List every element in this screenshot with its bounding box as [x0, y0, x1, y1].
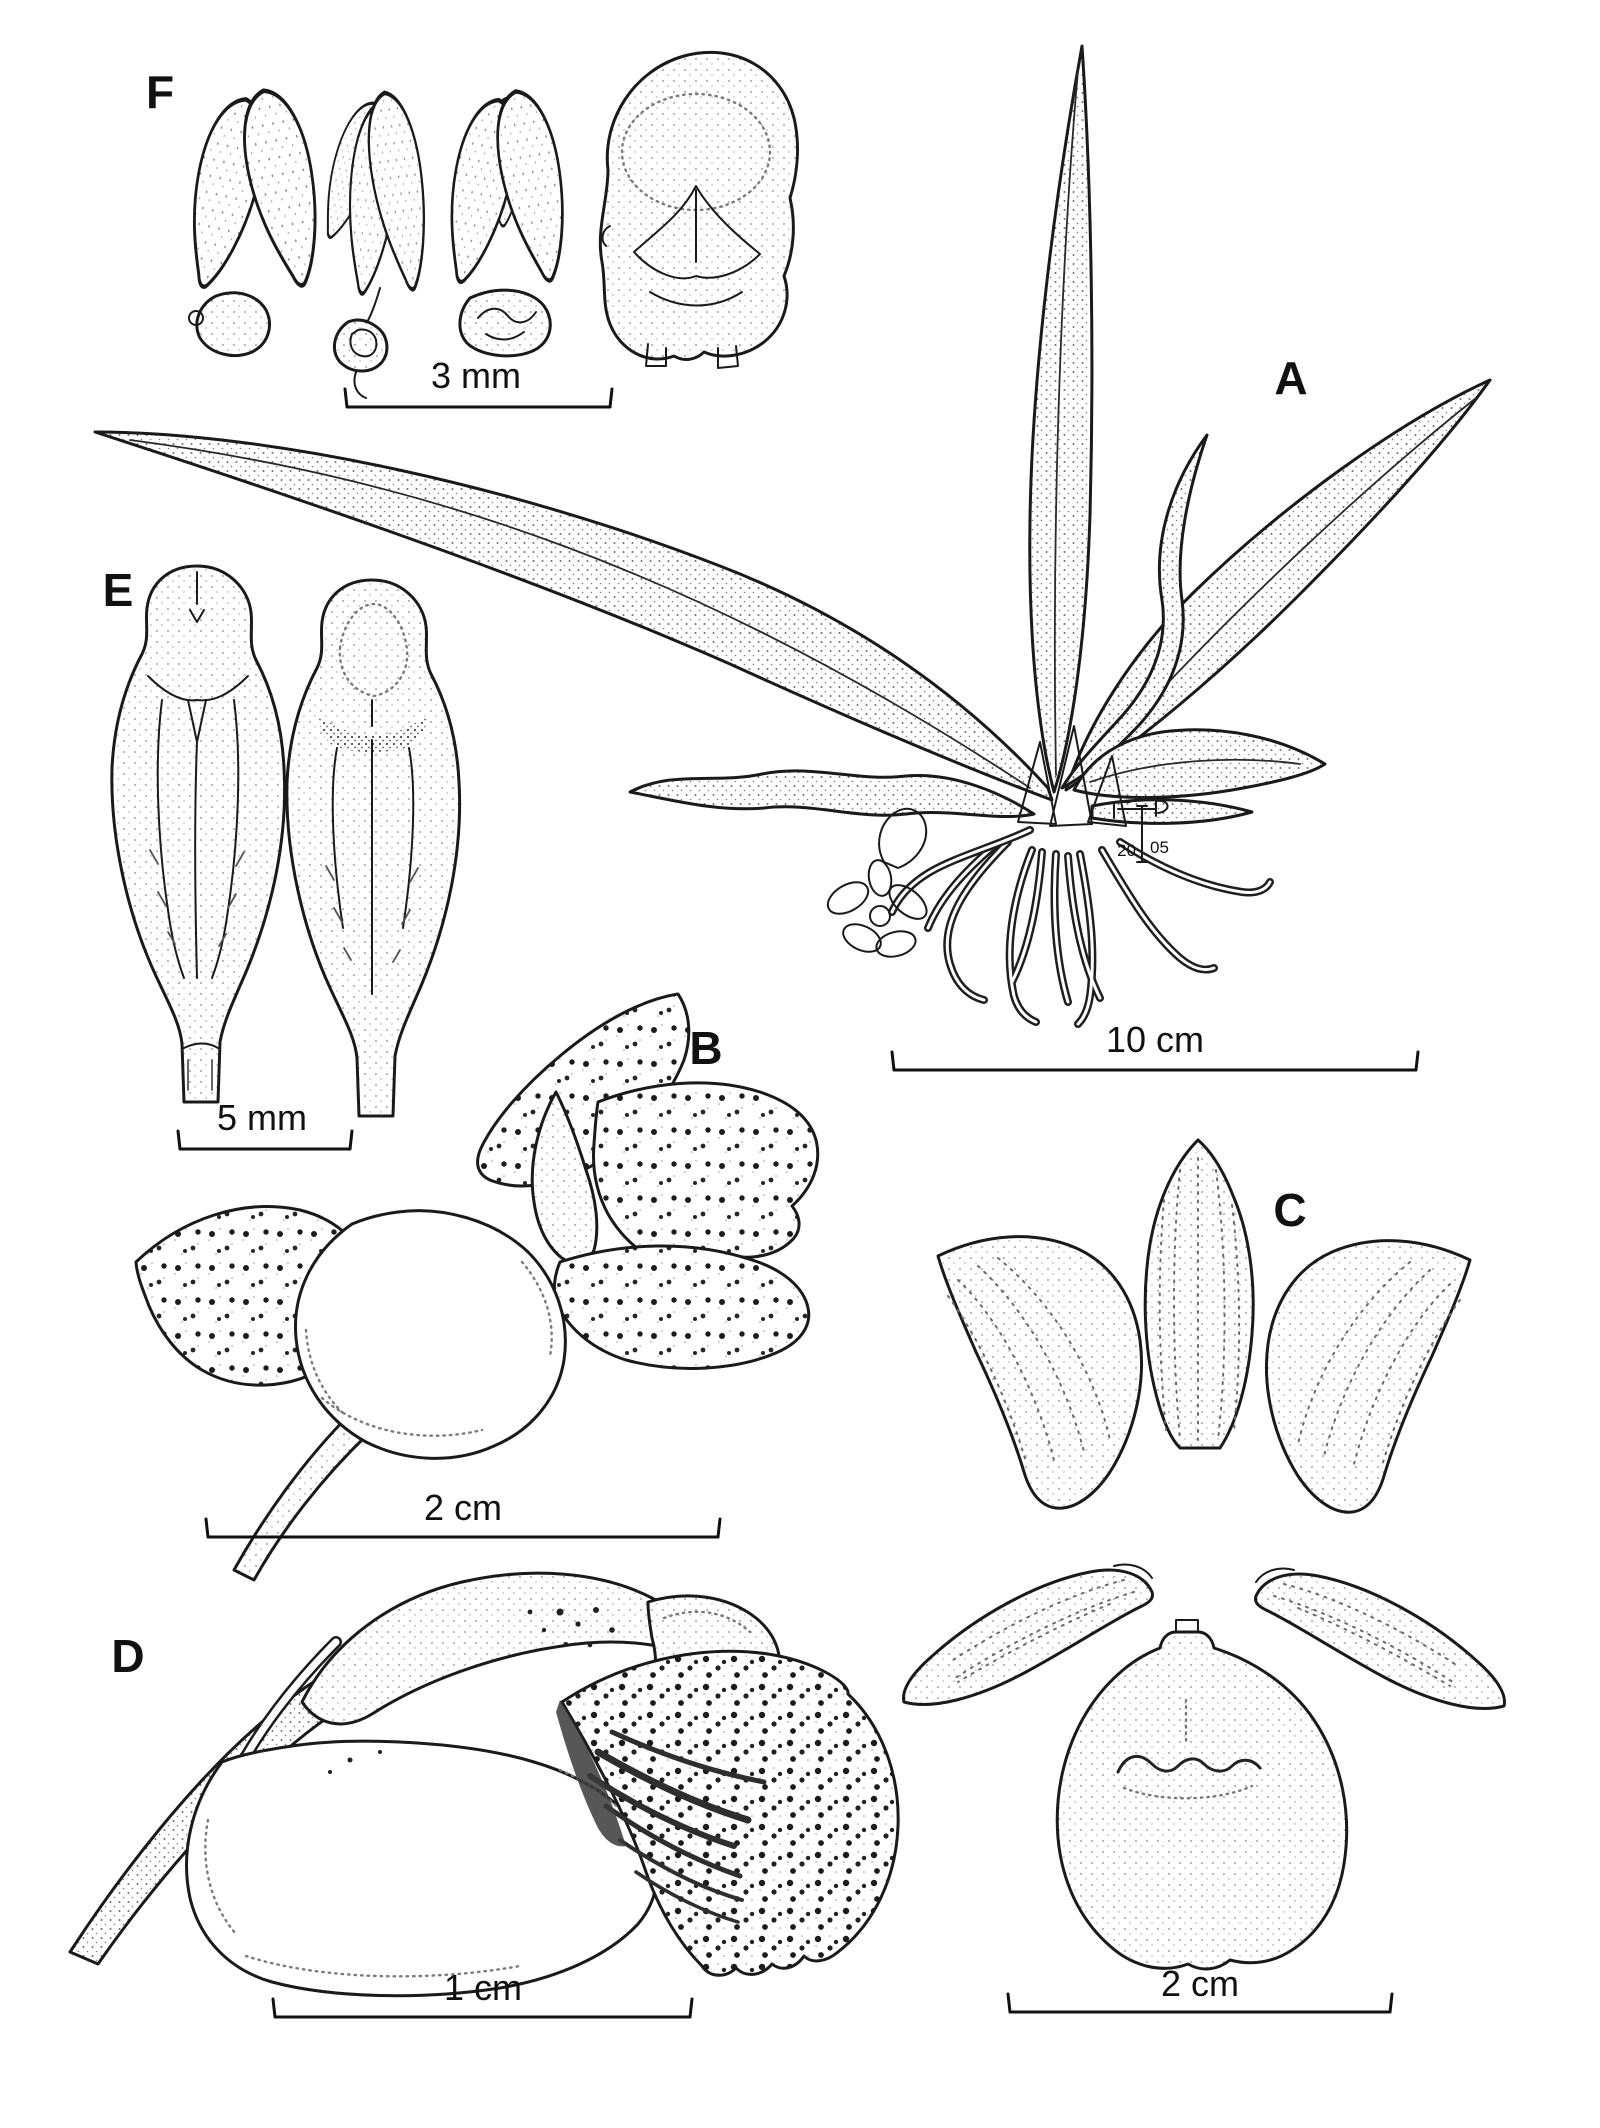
- lip-pouch: [295, 1211, 565, 1459]
- viscidium: [334, 320, 386, 371]
- flower-bud: [879, 809, 926, 868]
- viscidium: [460, 290, 550, 356]
- pollinarium-side-view: [311, 89, 437, 398]
- lip-outline: [1057, 1632, 1346, 1969]
- column-outline: [287, 580, 460, 1116]
- scale-bar-label: 1 cm: [443, 1967, 523, 2008]
- monogram-digits-left: 20: [1117, 841, 1136, 860]
- scale-bar-label: 2 cm: [423, 1487, 503, 1528]
- scale-bar-E: [178, 1097, 352, 1149]
- scale-bar-tick: [610, 389, 612, 407]
- leaf-erect: [1030, 46, 1092, 792]
- panel-label-E: E: [102, 564, 134, 616]
- panel-F: [146, 52, 798, 407]
- lateral-sepal-left-spread: [938, 1237, 1142, 1509]
- plant-flower: [822, 809, 1030, 961]
- viscidium-tail: [354, 372, 366, 398]
- panel-D: [70, 1573, 898, 2017]
- lip-spread: [1057, 1620, 1346, 1969]
- column-ventral-view: [112, 566, 285, 1102]
- panel-label-C: C: [1273, 1184, 1307, 1236]
- leaf-wavy-left: [630, 771, 1034, 817]
- leaf-small-lower: [1092, 800, 1252, 824]
- scale-bar-label: 5 mm: [217, 1097, 307, 1138]
- column-outline: [112, 566, 285, 1102]
- anther-cap: [600, 52, 797, 368]
- scale-bar-tick: [1390, 1994, 1392, 2012]
- scale-bar-tick: [350, 1131, 352, 1149]
- scale-bar-tick: [273, 1999, 275, 2017]
- tepal-outline: [1266, 1241, 1470, 1513]
- scale-bar-tick: [1416, 1052, 1418, 1070]
- scale-bar-tick: [1008, 1994, 1010, 2012]
- panel-label-D: D: [111, 1630, 145, 1682]
- scale-bar-tick: [892, 1052, 894, 1070]
- stipe: [366, 288, 380, 324]
- lateral-sepal-right: [594, 1083, 818, 1272]
- scale-bar-F: [345, 355, 612, 407]
- panel-B: [136, 994, 818, 1580]
- monogram-digits-right: 05: [1150, 838, 1169, 857]
- panel-label-F: F: [145, 66, 175, 118]
- scale-bar-tick: [178, 1131, 180, 1149]
- pollinarium-back-view: [433, 86, 578, 356]
- petal-right-spread: [1255, 1569, 1504, 1709]
- panel-E: [103, 564, 460, 1149]
- scale-bar-A: [892, 1019, 1418, 1070]
- column-dorsal-view: [287, 580, 460, 1116]
- panel-label-A: A: [1274, 352, 1308, 404]
- viscidium: [197, 293, 270, 356]
- anther-cap-outline: [600, 52, 797, 359]
- tepal-outline: [1255, 1574, 1504, 1708]
- scale-bar-C: [1008, 1963, 1392, 2012]
- lip-claw: [1176, 1620, 1198, 1632]
- scale-bar-tick: [718, 1519, 720, 1537]
- flower-lip: [870, 906, 890, 926]
- scale-bar-tick: [690, 1999, 692, 2017]
- plant-roots: [928, 842, 1270, 1024]
- scale-bar-label: 2 cm: [1160, 1963, 1240, 2004]
- scale-bar-label: 10 cm: [1105, 1019, 1205, 1060]
- flower-tepal: [822, 876, 873, 921]
- synsepal-lower-right: [554, 1246, 808, 1368]
- pollinarium-front-view: [174, 85, 333, 356]
- dorsal-sepal-spread: [1145, 1140, 1253, 1448]
- scale-bar-label: 3 mm: [431, 355, 521, 396]
- tepal-outline: [938, 1237, 1142, 1509]
- scale-bar-tick: [345, 389, 347, 407]
- panel-C: [904, 1140, 1505, 2012]
- lateral-sepal-right-spread: [1266, 1241, 1470, 1513]
- scale-bar-tick: [206, 1519, 208, 1537]
- panel-label-B: B: [689, 1022, 723, 1074]
